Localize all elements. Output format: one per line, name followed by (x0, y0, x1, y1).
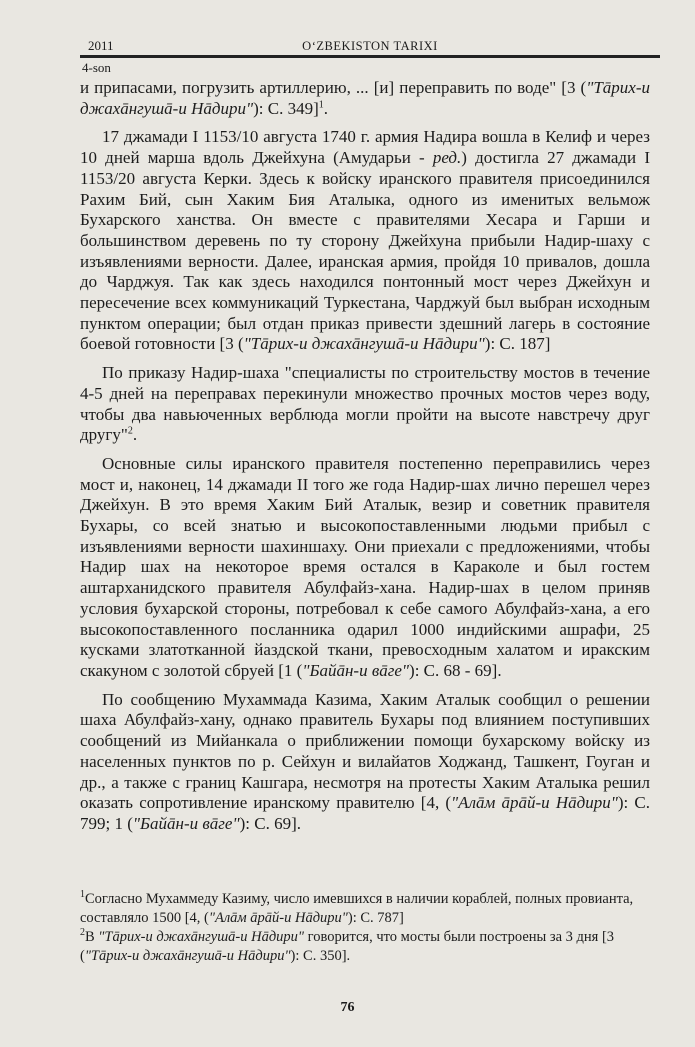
editor-note: ред. (432, 148, 462, 168)
paragraph (80, 690, 650, 835)
paragraph (80, 454, 650, 682)
footnote-mark: 2 (127, 425, 133, 437)
footnote-mark: 2 (80, 927, 85, 939)
paragraph-text: ): С. 69]. (239, 813, 301, 833)
footnote (80, 890, 650, 928)
header-rule (80, 55, 660, 58)
source-citation: "Байāн-и вāге" (132, 813, 240, 833)
footnote-text: говорится, что мосты были построены за 3 дня [3 ( (80, 929, 615, 964)
paragraph-text: ): С. 187] (484, 334, 551, 354)
source-citation: "Тāрих-и джахāнгушā-и Нāдири" (80, 78, 650, 118)
footnotes (80, 890, 650, 966)
paragraph-text: и припасами, погрузить артиллерию, ... [и] переправить по воде" [3 ( (80, 78, 587, 97)
footnote-text: ): С. 787] (347, 910, 404, 926)
paragraph-text: По приказу Надир-шаха "специалисты по строительству мостов в течение 4-5 дней на переправах перекинули множество прочных мостов через воду, чтобы два навьюченных верблюда могли пройти на высоте навстречу друг другу" (80, 363, 650, 445)
paragraph-text: 17 джамади I 1153/10 августа 1740 г. армия Надира вошла в Келиф и через 10 дней марша вдоль Джейхуна (Амударьи - (80, 127, 650, 168)
paragraph-text: ): С. 349] (253, 98, 319, 118)
header-year: 2011 (88, 38, 114, 53)
page-number: 76 (340, 1000, 355, 1015)
journal-title: O‘ZBEKISTON TARIXI (302, 39, 438, 53)
footnote-text: Согласно Мухаммеду Казиму, число имевшихся в наличии кораблей, полных провианта, составляло 1500 [4, ( (80, 891, 634, 926)
footnote-mark: 1 (318, 99, 324, 111)
source-citation: "Байāн-и вāге" (302, 660, 410, 680)
issue-number: 4-son (82, 60, 111, 75)
main-text (80, 78, 650, 835)
source-citation: "Тāрих-и джахāнгушā-и Нāдири" (98, 929, 304, 945)
paragraph-text: ) достигла 27 джамади I 1153/20 августа Керки. Здесь к войску иранского правителя присоединился Рахим Бий, сын Хаким Бия Аталыка, одного из именитых вельмож Бухарского ханства. Он вместе с правителями Хесара и Гарши и большинством деревень по ту сторону Джейхуна прибыли Надир-шаху с изъявлениями верности. Далее, иранская армия, пройдя 10 привалов, дошла до Чарджуя. Так как здесь находился понтонный мост через Джейхун и пересечение всех коммуникаций Туркестана, Чарджуй был выбран исходным пунктом операции; был отдан приказ привести здешний лагерь в состояние боевой готовности [3 ( (80, 148, 650, 354)
source-citation: "Алāм āрāй-и Нāдири" (208, 910, 348, 926)
footnote-text: ): С. 350]. (290, 948, 351, 964)
source-citation: "Тāрих-и джахāнгушā-и Нāдири" (243, 334, 485, 354)
paragraph-text: По сообщению Мухаммада Казима, Хаким Аталык сообщил о решении шаха Абулфайз-хану, однако правитель Бухары под влиянием поступивших сообщений из Мийанкала о приближении помощи бухарскому войску из населенных пунктов по р. Сейхун и вилайатов Ходжанд, Ташкент, Гоуган и др., а также с границ Кашгара, несмотря на протесты Хаким Аталыка решил оказать сопротивление иранскому правителю [4, ( (80, 689, 650, 813)
paragraph-text: Основные силы иранского правителя постепенно переправились через мост и, наконец, 14 джамади II того же года Надир-шах лично перешел через Джейхун. В это время Хаким Бий Аталык, везир и советник правителя Бухары, со всей знатью и высокопоставленными людьми прибыл с изъявлениями верности шахиншаху. Они приехали с предложениями, чтобы Надир шах на некоторое время остался в Караколе и был гостем аштарханидского правителя Абулфайз-хана. Надир-шах в целом приняв условия бухарской стороны, потребовал к себе самого Абулфайз-хана, а его высокопоставленного посланника одарил 1000 индийскими ашрафи, 25 кусками златотканной йаздской ткани, превосходным халатом и иракским скакуном с золотой сбруей [1 ( (80, 453, 650, 680)
paragraph-text: ): С. 68 - 69]. (409, 660, 502, 680)
footnote-mark: 1 (80, 889, 85, 901)
footnote-text: В (85, 929, 99, 945)
paragraph: и припасами, погрузить артиллерию, ... [и] переправить по воде" [3 ("Тāрих-и джахāнгушā-и Нāдири"): С. 349]$^1$. (80, 78, 650, 118)
running-header (80, 36, 660, 56)
paragraph (80, 127, 650, 355)
paragraph (80, 363, 650, 446)
paragraph-text: . (132, 425, 138, 445)
paragraph-text: ): С. 799; 1 ( (80, 793, 651, 833)
source-citation: "Тāрих-и джахāнгушā-и Нāдири" (84, 948, 291, 964)
source-citation: "Алāм āрāй-и Нāдири" (451, 793, 618, 813)
footnote (80, 928, 650, 966)
